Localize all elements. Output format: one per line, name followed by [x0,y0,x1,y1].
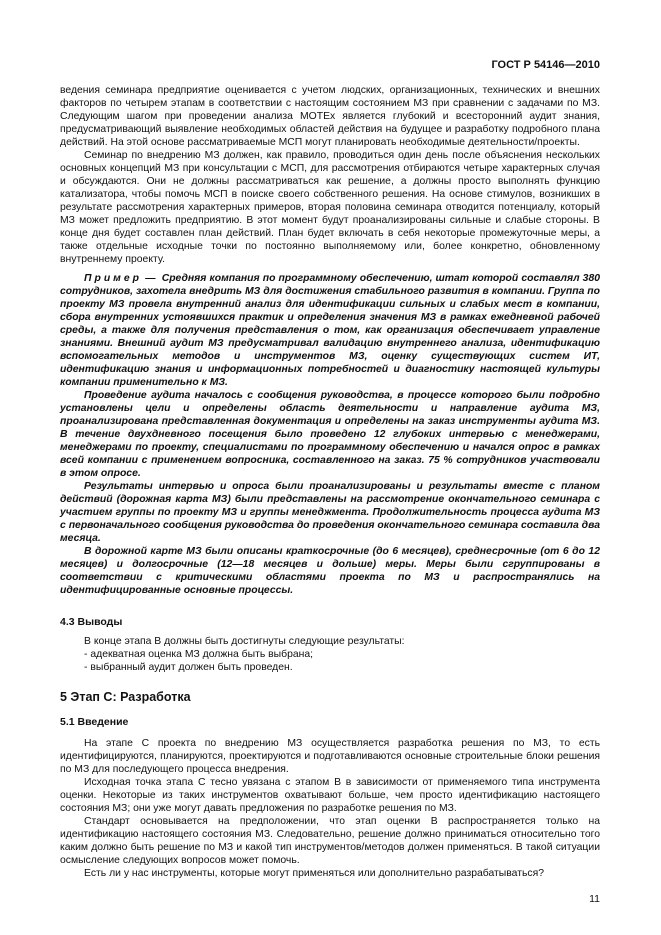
paragraph: ведения семинара предприятие оценивается с учетом людских, организационных, технических и внешних факторов по четырем этапам в соответствии с настоящим состоянием МЗ при сравнении с задачами по МЗ. Следующим шагом при проведении анализа MOTEx является глубокий и всесторонний аудит знания, предусматривающий выявление необходимых областей действия на будущее и разработку подробного плана действий. На этой основе рассматриваемые МСП могут планировать необходимые деятельности/проекты. [60,85,600,148]
example-text: Средняя компания по программному обеспечению, штат которой составлял 380 сотрудников, захотела внедрить МЗ для достижения стабильного развития в компании. Группа по проекту МЗ провела внутренний анализ для идентификации сильных и слабых мест в компании, сбора внутренних устоявшихся практик и определения значения МЗ в рамках ежедневной рабочей среды, а также для получения представления о том, как организация обеспечивает управление знаниями. Внешний аудит МЗ предусматривал валидацию внутреннего анализа, идентификацию вспомогательных методов и инструментов МЗ, оценку существующих систем ИТ, идентификацию знания и информационных потребностей и диагностику настоящей культуры компании применительно к МЗ. [60,273,601,388]
page-number: 11 [589,893,600,905]
example-paragraph: В дорожной карте МЗ были описаны краткосрочные (до 6 месяцев), среднесрочные (от 6 до 12 месяцев) и долгосрочные (12—18 месяцев и дольше) меры. Меры были сгруппированы в соответствии с критическими областями проекта по МЗ и распространялись на идентифицированные основные процессы. [60,546,600,596]
paragraph: В конце этапа В должны быть достигнуты следующие результаты: [84,636,405,647]
paragraph: Есть ли у нас инструменты, которые могут применяться или дополнительно разрабатываться? [84,868,544,879]
section-4-3-title: 4.3 Выводы [60,616,123,628]
section-5-title: 5 Этап С: Разработка [60,690,191,704]
document-header: ГОСТ Р 54146—2010 [491,59,600,71]
paragraph: На этапе С проекта по внедрению МЗ осуществляется разработка решения по МЗ, то есть идентифицируются, планируются, проектируются и подготавливаются основные строительные блоки решения по МЗ для последующего процесса внедрения. [60,738,600,775]
example-paragraph: Проведение аудита началось с сообщения руководства, в процессе которого были подробно установлены цели и определены область деятельности и направление аудита МЗ, проанализирована представленная документация и определены на заказ инструменты аудита МЗ. В течение двухдневного посещения было проведено 12 глубоких интервью с менеджерами, менеджерами по проекту, специалистами по программному обеспечению и начался опрос в рамках всей компании с применением вопросника, составленного на заказ. 75 % сотрудников участвовали в этом опросе. [60,390,600,479]
paragraph: Исходная точка этапа С тесно увязана с этапом В в зависимости от применяемого типа инструмента оценки. Некоторые из таких инструментов охватывают больше, чем просто идентификацию настоящего состояния МЗ; они уже могут давать предложения по разработке решения по МЗ. [60,777,600,814]
example-paragraph: Результаты интервью и опроса были проанализированы и результаты вместе с планом действий (дорожная карта МЗ) были представлены на рассмотрение окончательного семинара с участием группы по проекту МЗ и группы менеджмента. Продолжительность процесса аудита МЗ с первоначального сообщения руководства до проведения окончательного семинара составила два месяца. [60,481,600,544]
example-block [60,272,600,597]
page-body [60,0,600,926]
paragraph: Стандарт основывается на предположении, что этап оценки В распространяется только на идентификацию настоящего состояния МЗ. Следовательно, решение должно приниматься относительно того каким должно быть решение по МЗ и какой тип инструментов/методов должен применяться. В такой ситуации осмысление следующих вопросов может помочь. [60,816,600,866]
list-item: - адекватная оценка МЗ должна быть выбрана; [84,649,314,660]
example-dash: — [145,273,156,284]
paragraph: Семинар по внедрению МЗ должен, как правило, проводиться один день после объяснения нескольких основных концепций МЗ при консультации с МСП, для рассмотрения отбираются четыре характерных случая и обсуждаются. Они не должны рассматриваться как решение, а должны просто выполнять функцию катализатора, чтобы помочь МСП в поиске своего собственного решения. На основе стимулов, возникших в результате рассмотрения характерных примеров, вторая половина семинара отводится потенциалу, который МЗ может предложить предприятию. В этот момент будут проанализированы сильные и слабые стороны. В конце дня будет составлен план действий. План будет включать в себя некоторые промежуточные меры, а также отдельные исходные точки по постоянно выполняемому или, более конкретно, обновленному внутреннему проекту. [60,150,600,265]
example-label: Пример [84,273,142,284]
section-5-1-title: 5.1 Введение [60,716,129,728]
list-item: - выбранный аудит должен быть проведен. [84,662,293,673]
